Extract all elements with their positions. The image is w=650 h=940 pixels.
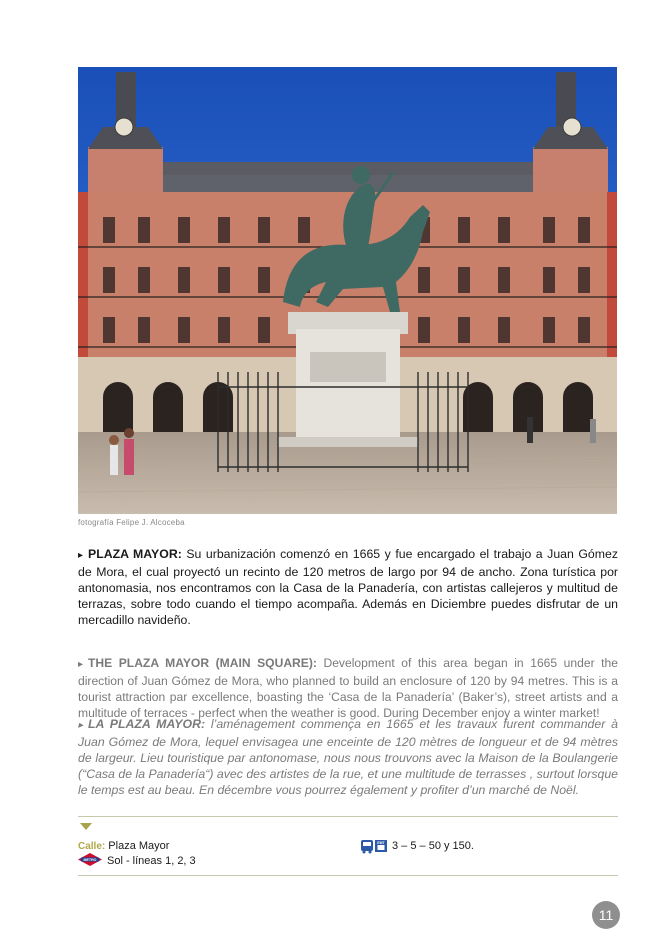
caret-right-icon: ▸ <box>78 550 84 561</box>
spanish-title: PLAZA MAYOR: <box>88 547 182 561</box>
divider-bottom <box>78 875 618 876</box>
plaza-mayor-photo <box>78 67 617 514</box>
street-value: Plaza Mayor <box>108 840 170 852</box>
divider-top <box>78 816 618 817</box>
paragraph-spanish <box>78 546 618 628</box>
page-number: 11 <box>592 901 620 929</box>
street-label: Calle: <box>78 841 106 852</box>
french-body: l’aménagement commença en 1665 et les travaux furent commander à Juan Gómez de Mora, lequel envisagea une enceinte de 120 mètres de longueur et de 94 mètres de largeur. Lieu touristique par antonomase, nous nous trouvons avec la Maison de la Boulangerie (“Casa de la Panadería“) avec des artistes de la rue, et une multitude de terrasses , surtout lorsque le temps est au beau. En décembre vous pourrez également y profiter d’un marché de Noël. <box>78 717 618 797</box>
bus-info: 3 – 5 – 50 y 150. <box>392 840 474 852</box>
emt-badge-text: EMT <box>377 841 385 845</box>
metro-logo-icon <box>78 853 102 866</box>
metro-info: Sol - líneas 1, 2, 3 <box>107 855 196 867</box>
bus-icon <box>360 838 390 854</box>
street-info <box>78 840 169 852</box>
plaza-mayor-illustration <box>78 67 617 514</box>
english-body: Development of this area began in 1665 under the direction of Juan Gómez de Mora, who planned to build an enclosure of 120 by 94 metres. This is a tourist attraction par excellence, boasting the ‘Casa de la Panadería’ (Baker’s), street artists and a multitude of terraces - perfect when the weather is good. During December enjoy a winter market! <box>78 656 618 720</box>
photo-credit: fotografía Felipe J. Alcoceba <box>78 518 185 527</box>
caret-right-icon: ▸ <box>78 720 84 731</box>
caret-right-icon: ▸ <box>78 659 84 670</box>
triangle-down-icon <box>80 823 92 830</box>
french-title: LA PLAZA MAYOR: <box>88 717 206 731</box>
spanish-body: Su urbanización comenzó en 1665 y fue encargado el trabajo a Juan Gómez de Mora, el cual proyectó un recinto de 120 metros de largo por 94 de ancho. Zona turística por antonomasia, nos encontramos con la Casa de la Panadería, con artistas callejeros y multitud de terrazas, sobre todo cuando el tiempo acompaña. Además en Diciembre puedes disfrutar de un mercadillo navideño. <box>78 547 618 627</box>
paragraph-english <box>78 655 618 721</box>
english-title: THE PLAZA MAYOR (MAIN SQUARE): <box>88 656 317 670</box>
paragraph-french <box>78 716 618 798</box>
metro-logo-text: METRO <box>83 857 97 862</box>
